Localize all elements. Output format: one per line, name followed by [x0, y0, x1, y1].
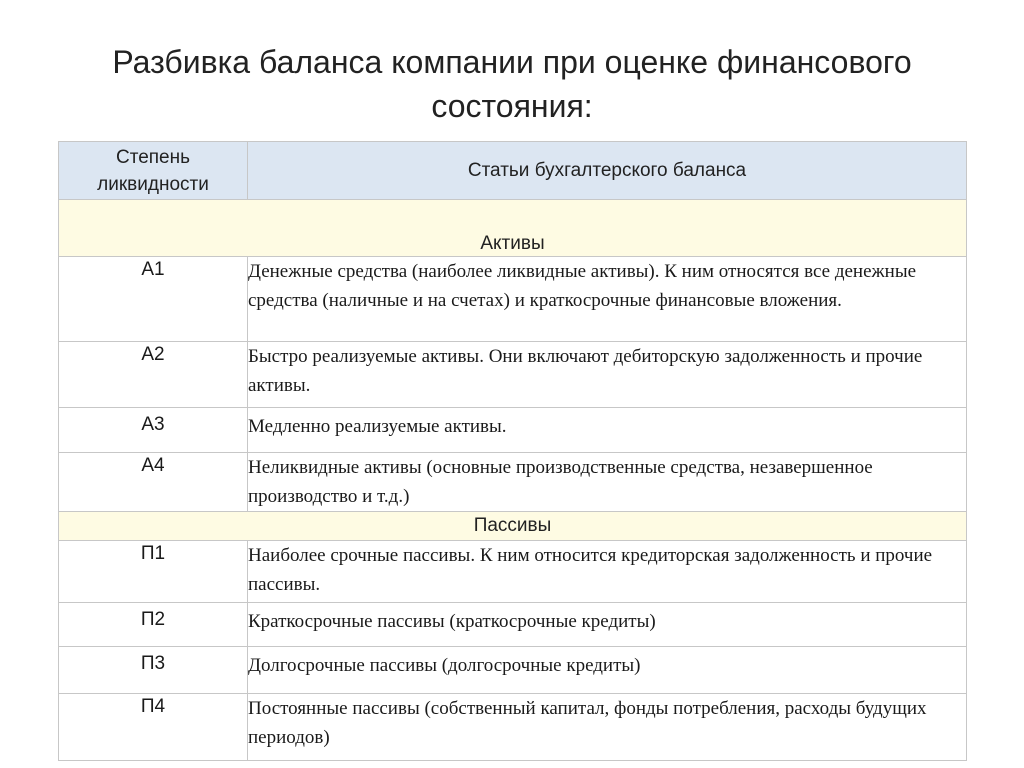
header-liquidity	[59, 142, 248, 200]
slide-title	[40, 40, 984, 128]
row-code: А1	[59, 257, 248, 342]
row-description: Долгосрочные пассивы (долгосрочные кредиты)	[248, 647, 967, 694]
table-row	[59, 408, 967, 453]
table-row	[59, 647, 967, 694]
row-description: Быстро реализуемые активы. Они включают дебиторскую задолженность и прочие активы.	[248, 342, 967, 408]
slide-title-line-2: состояния:	[431, 88, 593, 124]
row-code: А4	[59, 453, 248, 512]
section-label-liabilities: Пассивы	[59, 512, 967, 541]
table-row	[59, 257, 967, 342]
table-row	[59, 541, 967, 603]
row-code: П4	[59, 694, 248, 761]
balance-table	[58, 141, 967, 761]
slide-title-line-1: Разбивка баланса компании при оценке финансового	[112, 44, 912, 80]
section-row-liabilities	[59, 512, 967, 541]
header-liquidity-line-2: ликвидности	[97, 173, 209, 195]
row-description: Краткосрочные пассивы (краткосрочные кредиты)	[248, 603, 967, 647]
row-description: Неликвидные активы (основные производственные средства, незавершенное производство и т.д.)	[248, 453, 967, 512]
row-description: Денежные средства (наиболее ликвидные активы). К ним относятся все денежные средства (наличные и на счетах) и краткосрочные финансовые вложения.	[248, 257, 967, 342]
row-code: П3	[59, 647, 248, 694]
row-code: П2	[59, 603, 248, 647]
row-code: П1	[59, 541, 248, 603]
table-row	[59, 453, 967, 512]
table-row	[59, 694, 967, 761]
row-code: А3	[59, 408, 248, 453]
table-row	[59, 342, 967, 408]
row-description: Наиболее срочные пассивы. К ним относится кредиторская задолженность и прочие пассивы.	[248, 541, 967, 603]
section-label-assets: Активы	[59, 200, 967, 257]
row-code: А2	[59, 342, 248, 408]
header-liquidity-line-1: Степень	[115, 146, 191, 168]
row-description: Медленно реализуемые активы.	[248, 408, 967, 453]
row-description: Постоянные пассивы (собственный капитал, фонды потребления, расходы будущих периодов)	[248, 694, 967, 761]
table-row	[59, 603, 967, 647]
table-header-row	[59, 142, 967, 200]
header-items: Статьи бухгалтерского баланса	[248, 142, 967, 200]
section-row-assets	[59, 200, 967, 257]
